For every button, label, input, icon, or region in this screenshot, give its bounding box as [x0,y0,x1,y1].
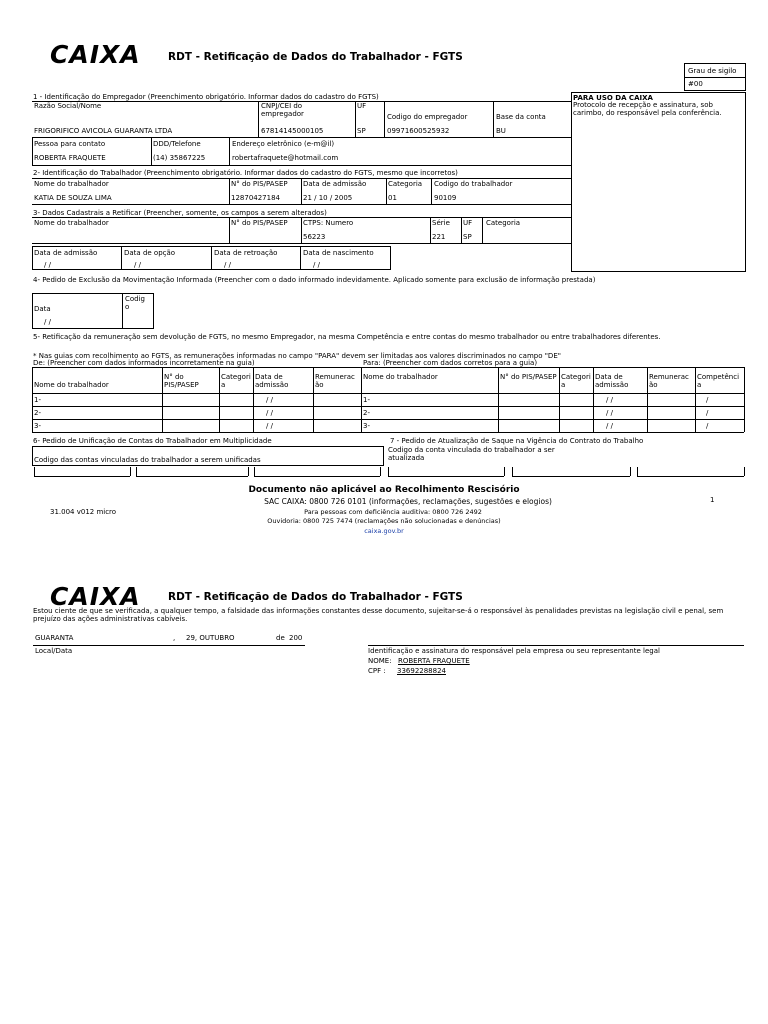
s5-de-date-2[interactable]: / / [266,409,273,417]
s5-comp-3[interactable]: / [706,422,709,430]
contato-value[interactable]: ROBERTA FRAQUETE [34,154,106,162]
s3-ctps-label: CTPS: Numero [303,219,354,227]
s5-para-row-3: 3- [363,422,370,430]
s2-cod-value[interactable]: 90109 [434,194,457,202]
section7-heading: 7 - Pedido de Atualização de Saque na Vigência do Contrato do Trabalho [390,437,644,445]
s5-para-col-cat: Categori a [561,373,591,389]
s2-pis-label: N° do PIS/PASEP [231,180,288,188]
s4-codigo-label: Codig o [125,295,146,311]
s5-comp-1[interactable]: / [706,396,709,404]
section2-heading: 2- Identificação do Trabalhador (Preenchimento obrigatório. Informar dados do cadastro do FGTS, mesmo que incorretos) [33,169,458,177]
footer-code: 31.004 v012 micro [50,508,117,516]
cod-emp-value[interactable]: 09971600525932 [387,127,450,135]
cpf-value[interactable]: 33692288824 [397,667,446,675]
contato-label: Pessoa para contato [34,140,106,148]
section5-heading: 5- Retificação da remuneração sem devolução de FGTS, no mesmo Empregador, na mesma Competência e entre contas do mesmo trabalhador ou entre trabalhadores diferentes. [33,333,661,341]
para-uso-text: Protocolo de recepção e assinatura, sob carimbo, do responsável pela conferência. [573,101,722,117]
section6-heading: 6- Pedido de Unificação de Contas do Trabalhador em Multiplicidade [33,437,272,445]
caixa-logo: CAIXA [50,40,141,69]
s5-de-col-cat: Categori a [221,373,251,389]
section5-note: * Nas guias com recolhimento ao FGTS, as remunerações informadas no campo "PARA" devem ser limitadas aos valores discriminados no campo "DE" [33,352,561,360]
s5-para-label: Para: (Preencher com dados corretos para a guia) [363,359,538,367]
s3-retro-label: Data de retroação [214,249,278,257]
date-value[interactable]: 29, OUTUBRO [186,634,235,642]
s5-comp-2[interactable]: / [706,409,709,417]
s2-cod-label: Codigo do trabalhador [434,180,513,188]
uf-value[interactable]: SP [357,127,366,135]
footer-page-number: 1 [710,496,715,504]
para-uso-title: PARA USO DA CAIXA [573,94,653,102]
s5-de-row-2: 2- [34,409,41,417]
s5-de-col-nome: Nome do trabalhador [34,381,109,389]
s2-adm-value[interactable]: 21 / 10 / 2005 [303,194,353,202]
form-title-page2: RDT - Retificação de Dados do Trabalhador - FGTS [168,591,463,603]
s5-de-label: De: (Preencher com dados informados incorretamente na guia) [33,359,255,367]
email-value[interactable]: robertafraquete@hotmail.com [232,154,339,162]
s5-para-date-1[interactable]: / / [606,396,613,404]
s3-nome-label: Nome do trabalhador [34,219,109,227]
s3-adm-label: Data de admissão [34,249,98,257]
s3-retro-date[interactable]: / / [224,261,231,269]
s2-nome-label: Nome do trabalhador [34,180,109,188]
s3-opcao-label: Data de opção [124,249,176,257]
s5-de-col-rem: Remunerac ão [315,373,355,389]
s7-label: Codigo da conta vinculada do trabalhador a ser atualizada [388,446,555,462]
s3-ctps-value[interactable]: 56223 [303,233,326,241]
uf-label: UF [357,102,367,110]
footer-deficiencia: Para pessoas com deficiência auditiva: 0800 726 2492 [304,508,482,516]
s2-cat-value[interactable]: 01 [388,194,397,202]
s5-para-date-3[interactable]: / / [606,422,613,430]
para-uso-caixa-box [571,92,746,272]
s3-cat-label: Categoria [486,219,521,227]
s4-data-label: Data [34,305,51,313]
razao-label: Razão Social/Nome [34,102,102,110]
s5-de-date-1[interactable]: / / [266,396,273,404]
base-label: Base da conta [496,113,546,121]
s5-para-col-adm: Data de admissão [595,373,629,389]
date-de: de [276,634,285,642]
s4-data-date[interactable]: / / [44,318,51,326]
s3-adm-date[interactable]: / / [44,261,51,269]
s2-pis-value[interactable]: 12870427184 [231,194,280,202]
s5-para-date-2[interactable]: / / [606,409,613,417]
section4-heading: 4- Pedido de Exclusão da Movimentação Informada (Preencher com o dado informado indevidamente. Aplicado somente para exclusão de informação prestada) [33,276,596,284]
s5-para-row-1: 1- [363,396,370,404]
form-title: RDT - Retificação de Dados do Trabalhador - FGTS [168,51,463,63]
s5-de-col-pis: N° do PIS/PASEP [164,373,199,389]
caixa-logo-page2: CAIXA [50,582,141,611]
nome-value[interactable]: ROBERTA FRAQUETE [398,657,470,665]
s3-serie-label: Série [432,219,450,227]
section1-heading: 1 - Identificação do Empregador (Preenchimento obrigatório. Informar dados do cadastro do FGTS) [33,93,379,101]
razao-value[interactable]: FRIGORIFICO AVICOLA GUARANTA LTDA [34,127,173,135]
s5-para-col-comp: Competênci a [697,373,740,389]
footer-site-link[interactable]: caixa.gov.br [364,527,404,535]
s5-para-col-pis: N° do PIS/PASEP [500,373,557,381]
footer-bold: Documento não aplicável ao Recolhimento Rescisório [248,485,520,495]
footer-sac: SAC CAIXA: 0800 726 0101 (informações, reclamações, sugestões e elogios) [264,497,552,506]
declaration-text: Estou ciente de que se verificada, a qualquer tempo, a falsidade das informações constantes desse documento, sujeitar-se-á o responsável às penalidades previstas na legislação civil e penal, sem prejuízo das ações administrativas cabíveis. [33,607,724,623]
fone-value[interactable]: (14) 35867225 [153,154,206,162]
nome-label: NOME: [368,657,392,665]
s2-nome-value[interactable]: KATIA DE SOUZA LIMA [34,194,112,202]
s5-de-date-3[interactable]: / / [266,422,273,430]
s5-para-row-2: 2- [363,409,370,417]
local-data-label: Local/Data [35,647,73,655]
s6-label: Codigo das contas vinculadas do trabalhador a serem unificadas [34,456,261,464]
s3-opcao-date[interactable]: / / [134,261,141,269]
email-label: Endereço eletrônico (e-m@il) [232,140,335,148]
sigilo-value: #00 [688,80,703,88]
year-value[interactable]: 200 [289,634,303,642]
s5-de-col-adm: Data de admissão [255,373,289,389]
s3-uf-label: UF [463,219,473,227]
signature-label: Identificação e assinatura do responsável pela empresa ou seu representante legal [368,647,660,655]
s3-nasc-date[interactable]: / / [313,261,320,269]
s3-serie-value[interactable]: 221 [432,233,446,241]
footer-ouvidoria: Ouvidoria: 0800 725 7474 (reclamações não solucionadas e denúncias) [267,517,501,525]
s5-de-row-3: 3- [34,422,41,430]
s5-para-col-nome: Nome do trabalhador [363,373,438,381]
cnpj-label: CNPJ/CEI do empregador [261,102,304,118]
cod-emp-label: Codigo do empregador [387,113,468,121]
s2-adm-label: Data de admissão [303,180,367,188]
s3-nasc-label: Data de nascimento [303,249,374,257]
cpf-label: CPF : [368,667,386,675]
local-comma: , [173,634,176,642]
s5-para-col-rem: Remunerac ão [649,373,689,389]
s5-de-row-1: 1- [34,396,41,404]
s3-uf-value[interactable]: SP [463,233,472,241]
sigilo-label: Grau de sigilo [688,67,737,75]
s2-cat-label: Categoria [388,180,423,188]
s3-pis-label: N° do PIS/PASEP [231,219,288,227]
local-value[interactable]: GUARANTA [35,634,74,642]
cnpj-value[interactable]: 67814145000105 [261,127,324,135]
section3-heading: 3- Dados Cadastrais a Retificar (Preencher, somente, os campos a serem alterados) [33,209,327,217]
fone-label: DDD/Telefone [153,140,201,148]
base-value[interactable]: BU [496,127,506,135]
